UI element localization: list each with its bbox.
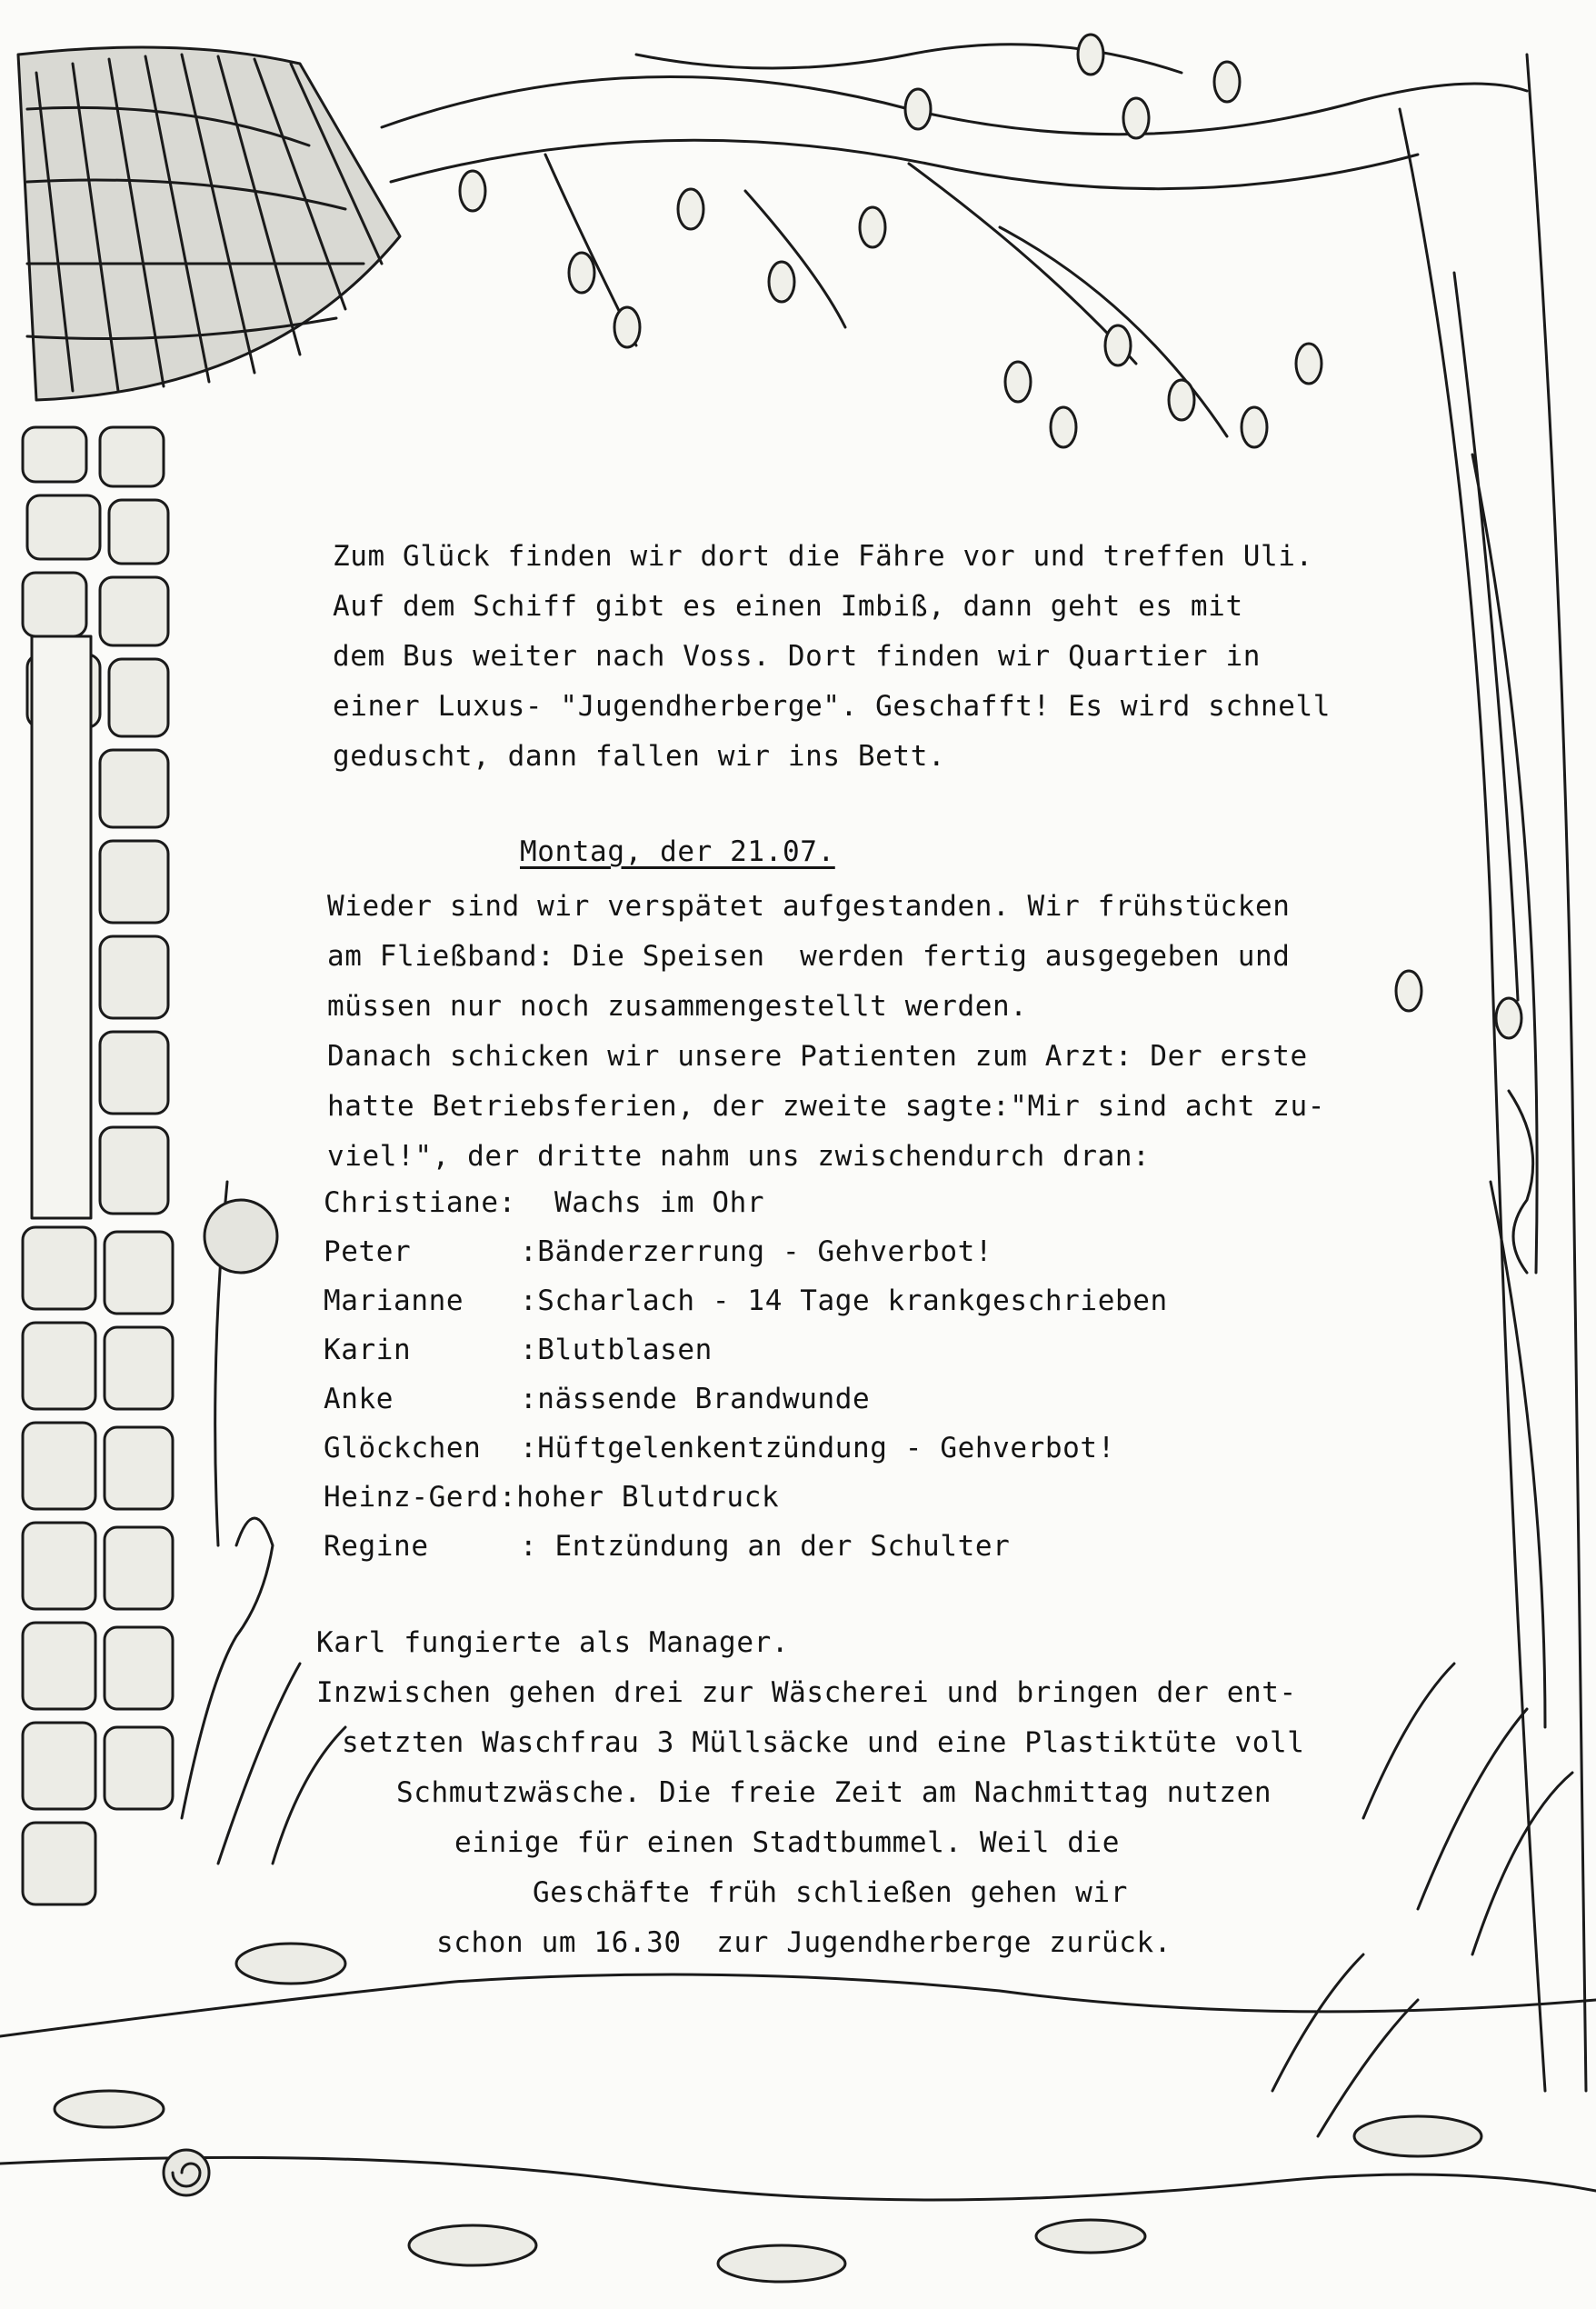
patient-name: Marianne bbox=[324, 1284, 464, 1317]
closing-line: Inzwischen gehen drei zur Wäscherei und bringen der ent- bbox=[316, 1676, 1297, 1709]
day-line: am Fließband: Die Speisen werden fertig ausgegeben und bbox=[327, 940, 1291, 973]
day-line: Wieder sind wir verspätet aufgestanden. Wir frühstücken bbox=[327, 890, 1291, 923]
closing-line: Karl fungierte als Manager. bbox=[316, 1626, 790, 1659]
day-heading: Montag, der 21.07. bbox=[520, 835, 835, 868]
closing-line: setzten Waschfrau 3 Müllsäcke und eine Plastiktüte voll bbox=[342, 1726, 1305, 1759]
patient-diagnosis: :Hüftgelenkentzündung - Gehverbot! bbox=[520, 1432, 1115, 1464]
patient-diagnosis: :Scharlach - 14 Tage krankgeschrieben bbox=[520, 1284, 1168, 1317]
thatched-roof-drawing bbox=[18, 47, 400, 400]
intro-line: einer Luxus- "Jugendherberge". Geschafft! Es wird schnell bbox=[333, 690, 1332, 723]
patient-diagnosis: : Entzündung an der Schulter bbox=[520, 1530, 1011, 1563]
day-line: viel!", der dritte nahm uns zwischendurch dran: bbox=[327, 1140, 1151, 1173]
patient-name: Glöckchen bbox=[324, 1432, 482, 1464]
leaves-drawing bbox=[460, 35, 1521, 1038]
plants-drawing bbox=[182, 1182, 1572, 2136]
closing-line: Schmutzwäsche. Die freie Zeit am Nachmittag nutzen bbox=[396, 1776, 1272, 1809]
patient-diagnosis: :Bänderzerrung - Gehverbot! bbox=[520, 1235, 993, 1268]
day-line: Danach schicken wir unsere Patienten zum Arzt: Der erste bbox=[327, 1040, 1308, 1073]
patient-name: Regine bbox=[324, 1530, 429, 1563]
patient-diagnosis: Wachs im Ohr bbox=[554, 1186, 765, 1219]
intro-line: dem Bus weiter nach Voss. Dort finden wir Quartier in bbox=[333, 640, 1261, 673]
closing-line: Geschäfte früh schließen gehen wir bbox=[533, 1876, 1128, 1909]
patient-name: Karin bbox=[324, 1334, 412, 1366]
stone-wall-drawing bbox=[23, 427, 173, 1904]
day-line: müssen nur noch zusammengestellt werden. bbox=[327, 990, 1028, 1023]
day-line: hatte Betriebsferien, der zweite sagte:"Mir sind acht zu- bbox=[327, 1090, 1326, 1123]
closing-line: einige für einen Stadtbummel. Weil die bbox=[454, 1826, 1121, 1859]
ground-drawing bbox=[0, 1944, 1596, 2282]
patient-name: Anke bbox=[324, 1383, 394, 1415]
patient-diagnosis: :hoher Blutdruck bbox=[499, 1481, 780, 1514]
intro-line: Auf dem Schiff gibt es einen Imbiß, dann geht es mit bbox=[333, 590, 1243, 623]
intro-line: geduscht, dann fallen wir ins Bett. bbox=[333, 740, 946, 773]
patient-name: Heinz-Gerd bbox=[324, 1481, 499, 1514]
patient-name: Christiane: bbox=[324, 1186, 516, 1219]
patient-diagnosis: :nässende Brandwunde bbox=[520, 1383, 871, 1415]
patient-name: Peter bbox=[324, 1235, 412, 1268]
tree-branch-drawing bbox=[382, 45, 1527, 436]
closing-line: schon um 16.30 zur Jugendherberge zurück. bbox=[436, 1926, 1172, 1959]
intro-line: Zum Glück finden wir dort die Fähre vor und treffen Uli. bbox=[333, 540, 1313, 573]
patient-diagnosis: :Blutblasen bbox=[520, 1334, 713, 1366]
